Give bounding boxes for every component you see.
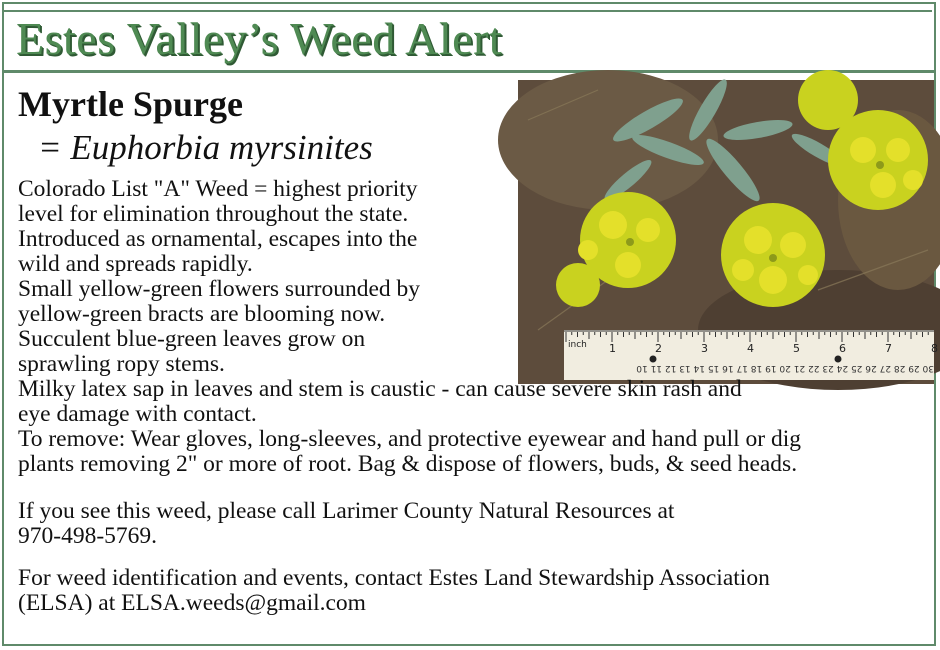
ruler-inch-number: 1 [609,342,616,355]
ruler-inch-number: 8 [931,342,938,355]
description-line: sprawling ropy stems. [18,351,225,377]
banner-bottom-rule [2,70,936,73]
ruler-inch-label: inch [568,340,587,350]
county-phone: 970-498-5769. [18,523,158,549]
description-line: wild and spreads rapidly. [18,251,253,277]
myrtle-spurge-photo [518,80,938,384]
banner-title: Estes Valley’s Weed Alert [16,13,503,64]
description-line: yellow-green bracts are blooming now. [18,301,386,327]
ruler-inch-number: 6 [839,342,846,355]
description-line: Succulent blue-green leaves grow on [18,326,366,352]
description-line: Colorado List "A" Weed = highest priority [18,176,418,202]
description-line: Milky latex sap in leaves and stem is caustic - can cause severe skin rash and [18,376,742,402]
description-line: Introduced as ornamental, escapes into the [18,226,418,252]
ruler-inch-number: 2 [655,342,662,355]
description-line: Small yellow-green flowers surrounded by [18,276,421,302]
elsa-contact-line: For weed identification and events, contact Estes Land Stewardship Association [18,565,770,591]
county-contact-line: If you see this weed, please call Larimer County Natural Resources at [18,498,675,524]
ruler-inch-number: 4 [747,342,754,355]
description-line: level for elimination throughout the state. [18,201,409,227]
description-line: To remove: Wear gloves, long-sleeves, and protective eyewear and hand pull or dig [18,426,802,452]
weed-scientific-name: = Euphorbia myrsinites [38,128,373,167]
ruler-inch-number: 7 [885,342,892,355]
description-line: plants removing 2" or more of root. Bag & dispose of flowers, buds, & seed heads. [18,451,798,477]
description-line: eye damage with contact. [18,401,257,427]
elsa-email: (ELSA) at ELSA.weeds@gmail.com [18,590,366,616]
ruler-inch-number: 5 [793,342,800,355]
weed-common-name: Myrtle Spurge [18,84,243,124]
ruler-cm-scale: 30 29 28 27 26 25 24 23 22 21 20 19 18 17 16 15 14 13 12 11 10 [636,363,934,373]
ruler-inch-number: 3 [701,342,708,355]
